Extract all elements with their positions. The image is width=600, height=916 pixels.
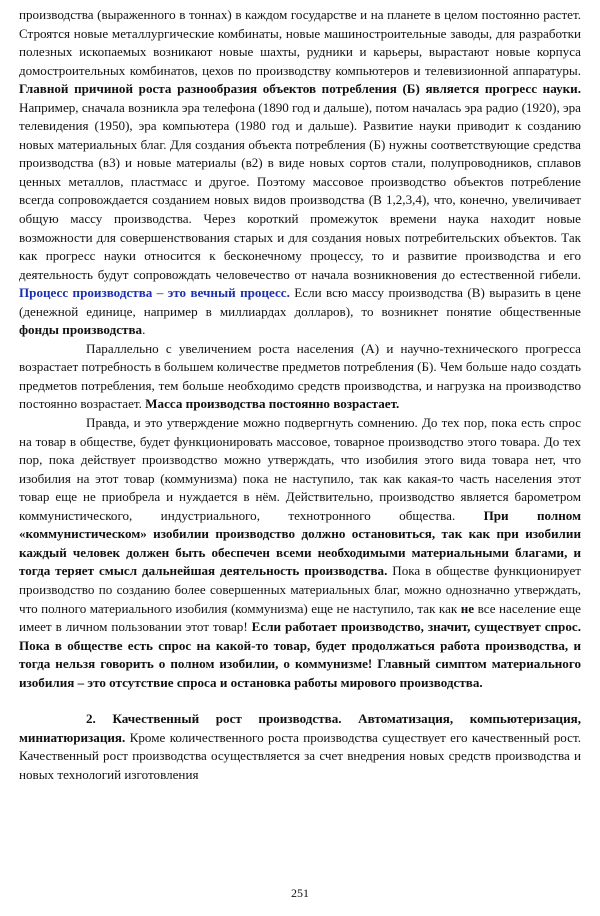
section-gap bbox=[19, 692, 581, 710]
paragraph-3 bbox=[19, 414, 581, 692]
section-heading: 2. Качественный рост производства. Автоматизация, компьютеризация, миниатюризация. bbox=[19, 711, 581, 745]
p1-text-2: Например, сначала возникла эра телефона (1890 год и дальше), потом началась эра радио (1920), эра телевидения (1950), эра компьютера (1980 год и дальше). Развитие науки приводит к созданию новых материальных благ. Для создания объекта потребления (Б) нужны соответствующие средства производства (в3) и новые материалы (в2) в виде новых сортов стали, полупроводников, сплавов ценных металлов, пластмасс и другое. Поэтому массовое производство объектов потребление всегда сопровождается созданием новых видов производства (В 1,2,3,4), что, конечно, увеличивает общую массу производства. Через короткий промежуток времени наука находит новые возможности для совершенствования старых и для создания новых потребительских объектов. Так как прогресс науки относится к бесконечному процессу, то и развитие производства и его деятельность будут сопровождать человечество от начала возникновения до естественной гибели. bbox=[19, 99, 581, 282]
p3-bold-2: не bbox=[460, 600, 475, 616]
p2-bold-1: Масса производства постоянно возрастает. bbox=[145, 396, 400, 412]
p1-text-1: производства (выраженного в тоннах) в каждом государстве и на планете в целом постоянно растет. Строятся новые металлургические комбинаты, новые машиностроительные заводы, для разработки полезных ископаемых возникают новые шахты, рудники и карьеры, вырастают новые корпуса домостроительных комбинатов, цехов по производству компьютеров и телевизионной аппаратуры. bbox=[19, 7, 581, 78]
paragraph-4 bbox=[19, 710, 581, 784]
paragraph-1 bbox=[19, 6, 581, 340]
p3-bold-1: При полном «коммунистическом» изобилии производство должно остановиться, так как при изобилии каждый человек должен быть обеспечен всеми необходимыми материальными благами, и тогда теряет смысл дальнейшая деятельность производства. bbox=[19, 507, 582, 579]
p2-text-1: Параллельно с увеличением роста населения (А) и научно-технического прогресса возрастает потребность в большем количестве предметов потребления (Б). Чем больше надо создать предметов потребления, тем больше необходимо средств производства, и нагрузка на производство постоянно возрастает. bbox=[19, 340, 581, 412]
p3-text-1: Правда, и это утверждение можно подвергнуть сомнению. До тех пор, пока есть спрос на товар в обществе, будет функционировать массовое, товарное производство этого товара. До тех пор, пока действует производство можно утверждать, что изобилия этого вида товара нет, что изобилия на этот товар (коммунизма) пока не наступило, так как какая-то часть населения этот товар еще не приобрела и нуждается в нём. Действительно, производство является барометром коммунистического, индустриального, технотронного общества. bbox=[19, 415, 581, 523]
p3-text-2: Пока в обществе функционирует производство по созданию более совершенных материальных благ, можно однозначно утверждать, что полного материального изобилия (коммунизма) еще не наступило, так как bbox=[19, 563, 581, 616]
p4-text-1: Кроме количественного роста производства существует его качественный рост. Качественный рост производства осуществляется за счет внедрения новых средств производства и новых технологий изготовления bbox=[19, 729, 581, 782]
p1-highlight-1: Процесс производства bbox=[19, 285, 153, 301]
p1-text-4: . bbox=[142, 322, 146, 338]
paragraph-2 bbox=[19, 340, 581, 414]
p3-bold-3: Если работает производство, значит, существует спрос. Пока в обществе есть спрос на какой-то товар, будет продолжаться работа производства, и тогда нельзя говорить о полном изобилии, о коммунизме! Главный симптом материального изобилия – это отсутствие спроса и остановка работы мирового производства. bbox=[19, 619, 581, 690]
p1-text-3: Если всю массу производства (В) выразить в цене (денежной единице, например в миллиардах долларов), то возникнет понятие общественные bbox=[19, 285, 581, 319]
page-number: 251 bbox=[291, 886, 309, 900]
p1-bold-1: Главной причиной роста разнообразия объектов потребления (Б) является прогресс науки. bbox=[19, 81, 581, 97]
p1-bold-2: фонды производства bbox=[19, 322, 143, 338]
p3-text-3: все население еще имеет в личном пользовании этот товар! bbox=[19, 600, 581, 635]
p1-highlight-2: это вечный процесс. bbox=[167, 285, 290, 301]
document-page bbox=[19, 6, 581, 784]
p1-dash: – bbox=[152, 285, 168, 301]
